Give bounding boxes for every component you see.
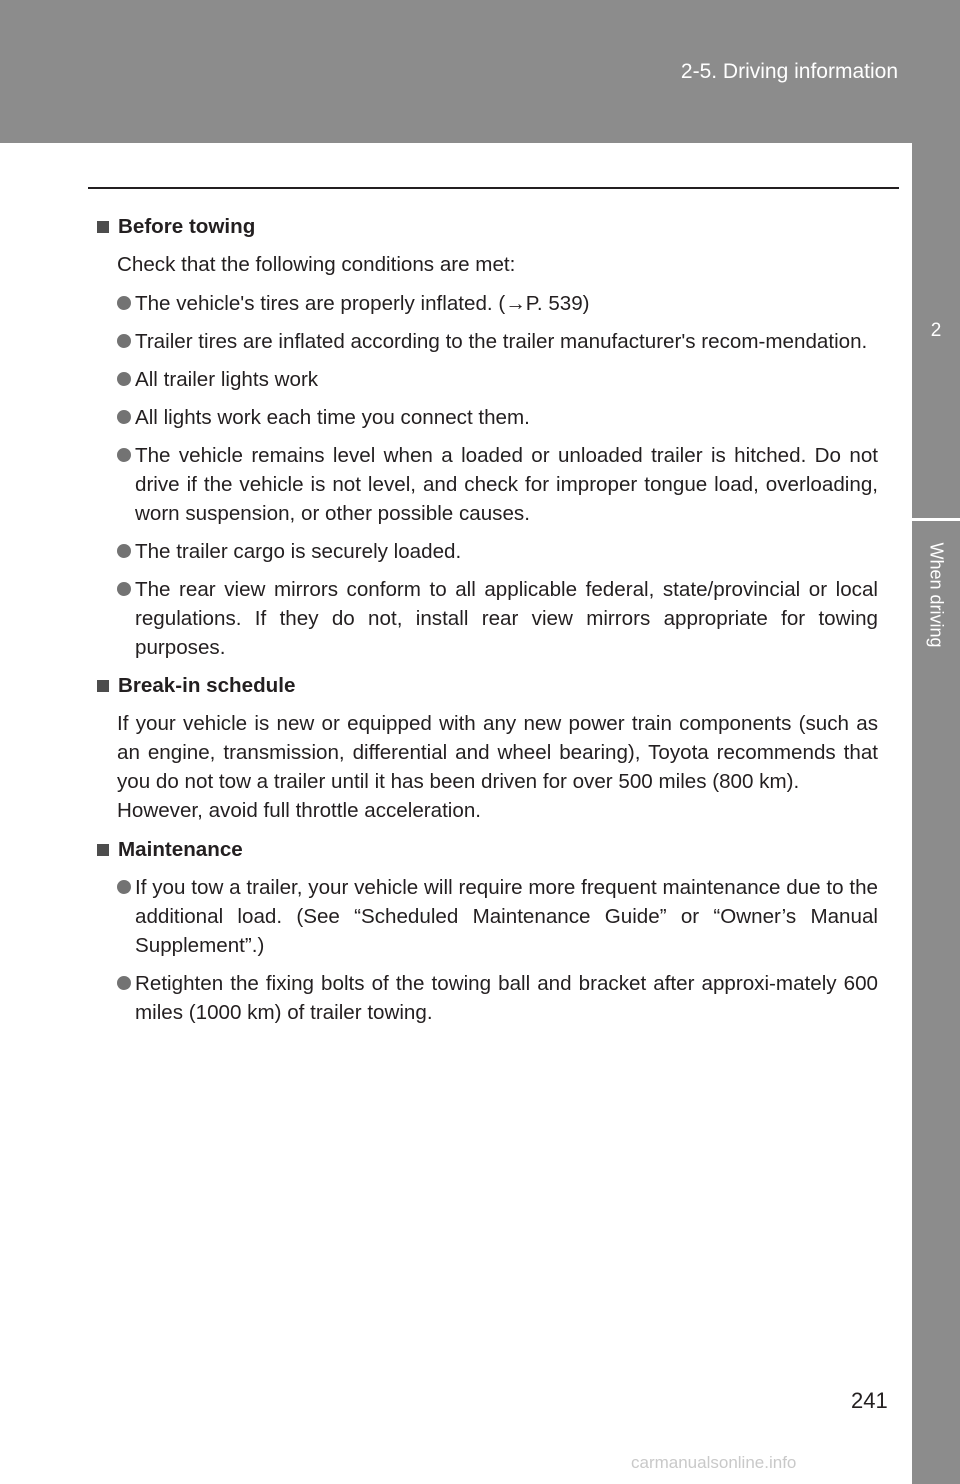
list-item: The trailer cargo is securely loaded. xyxy=(117,537,878,566)
paragraph: However, avoid full throttle acceleration. xyxy=(117,799,482,822)
section-heading: Break-in schedule xyxy=(95,671,878,700)
circle-bullet-icon xyxy=(117,544,131,558)
section-title: 2-5. Driving information xyxy=(680,60,898,83)
chapter-label: When driving xyxy=(926,542,947,648)
circle-bullet-icon xyxy=(117,296,131,310)
list-item: Trailer tires are inflated according to the trailer manufacturer's recom-mendation. xyxy=(117,327,878,356)
circle-bullet-icon xyxy=(117,448,131,462)
list-item: If you tow a trailer, your vehicle will require more frequent maintenance due to the additional load. (See “Scheduled Maintenance Guide” or “Owner’s Manual Supplement”.) xyxy=(117,873,878,960)
list-item: All trailer lights work xyxy=(117,365,878,394)
circle-bullet-icon xyxy=(117,372,131,386)
circle-bullet-icon xyxy=(117,334,131,348)
watermark: carmanualsonline.info xyxy=(631,1453,797,1472)
circle-bullet-icon xyxy=(117,976,131,990)
paragraph: If your vehicle is new or equipped with any new power train components (such as an engine, transmission, differential and wheel bearing), Toyota recommends that you do not tow a trailer until it has been driven for over 500 miles (800 km). xyxy=(117,712,878,793)
list-item: The vehicle remains level when a loaded or unloaded trailer is hitched. Do not drive if the vehicle is not level, and check for improper tongue load, overloading, worn suspension, or other possible causes. xyxy=(117,441,878,528)
side-tab-divider xyxy=(912,518,960,521)
list-item: The rear view mirrors conform to all applicable federal, state/provincial or local regulations. If they do not, install rear view mirrors appropriate for towing purposes. xyxy=(117,575,878,662)
section-heading: Before towing xyxy=(95,212,878,241)
list-item: All lights work each time you connect them. xyxy=(117,403,878,432)
circle-bullet-icon xyxy=(117,582,131,596)
square-bullet-icon xyxy=(97,844,109,856)
square-bullet-icon xyxy=(97,221,109,233)
header-rule xyxy=(88,187,899,189)
square-bullet-icon xyxy=(97,680,109,692)
circle-bullet-icon xyxy=(117,410,131,424)
chapter-number: 2 xyxy=(912,143,960,518)
section-heading: Maintenance xyxy=(95,835,878,864)
page-header xyxy=(0,0,960,143)
list-item: The vehicle's tires are properly inflated. (→P. 539) xyxy=(117,289,878,318)
circle-bullet-icon xyxy=(117,880,131,894)
page-content xyxy=(95,212,878,1036)
page-number: 241 xyxy=(851,1388,888,1413)
list-item: Retighten the fixing bolts of the towing ball and bracket after approxi-mately 600 miles (1000 km) of trailer towing. xyxy=(117,969,878,1027)
paragraph: Check that the following conditions are met: xyxy=(117,253,516,276)
